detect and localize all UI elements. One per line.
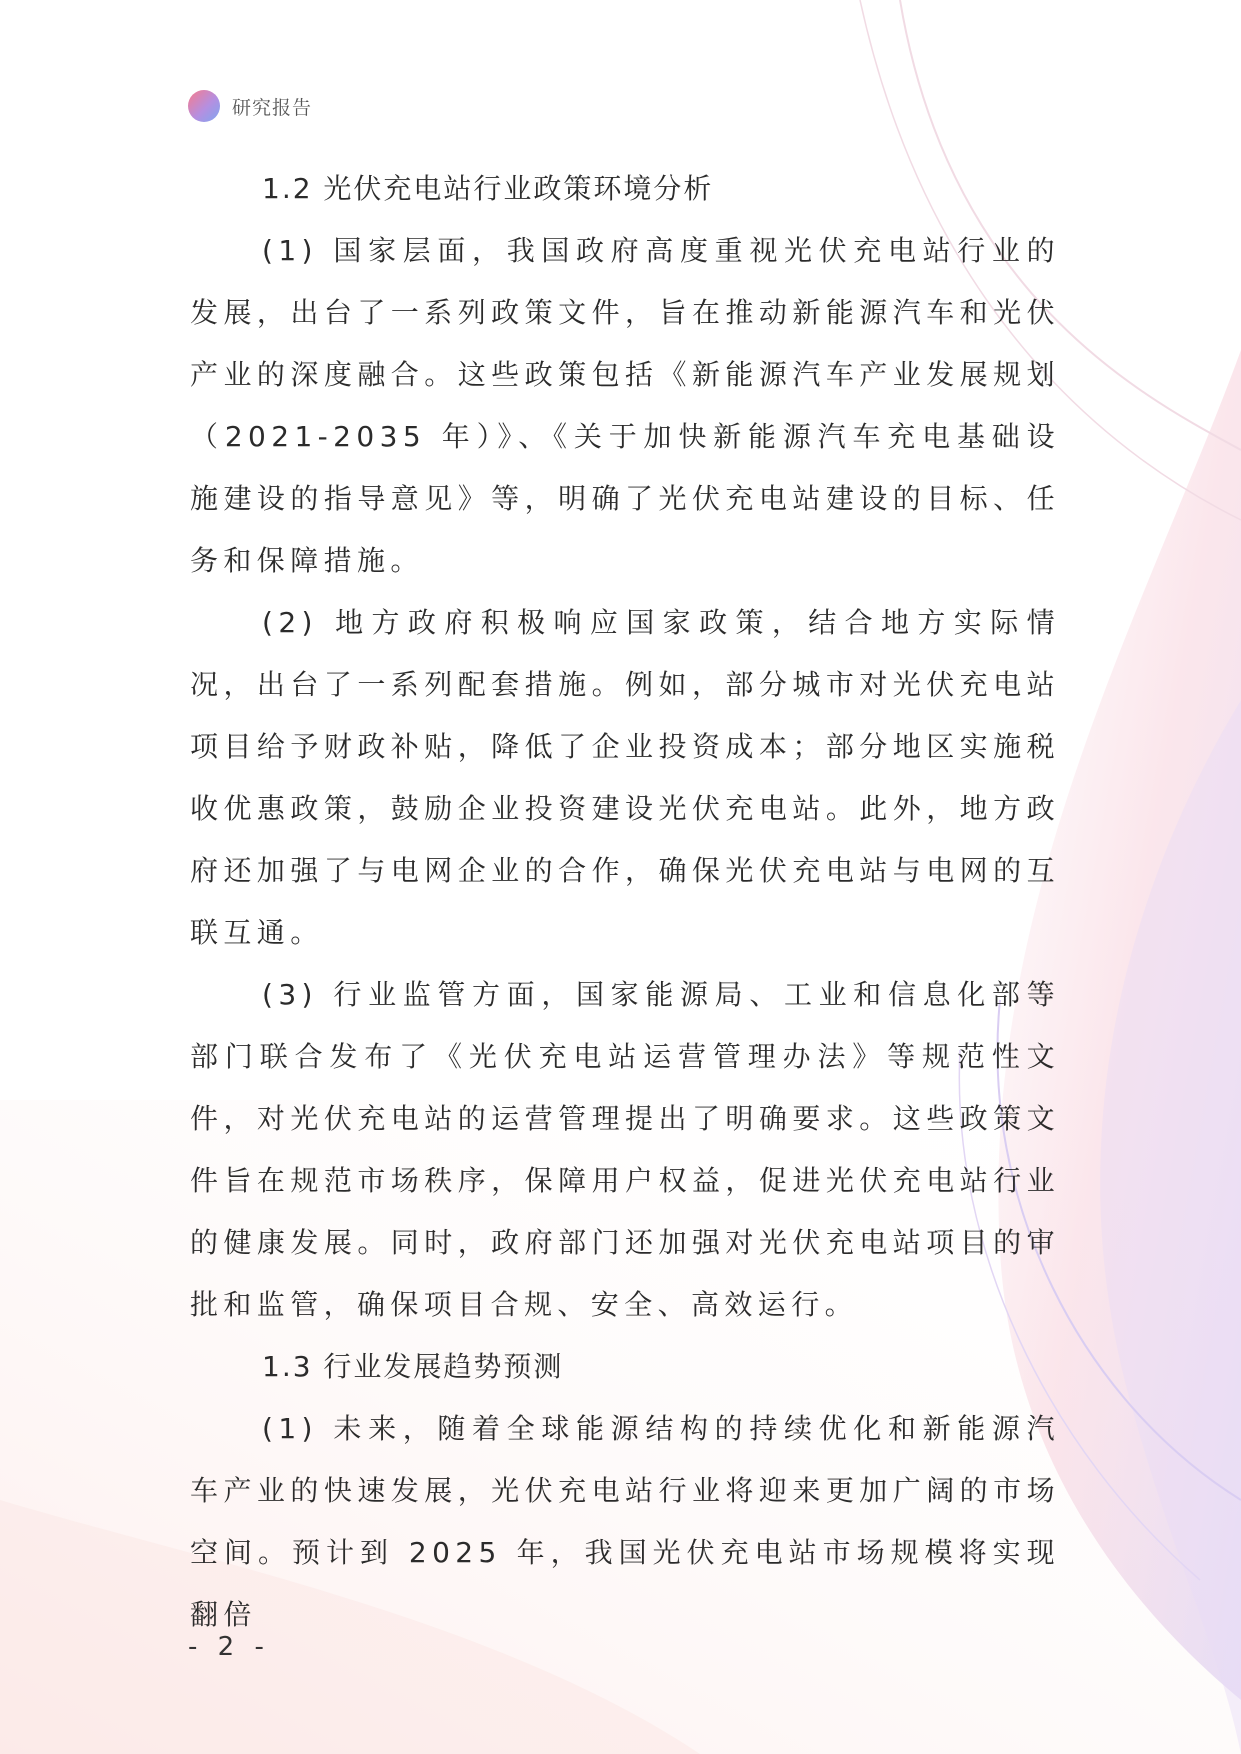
paragraph: (2) 地方政府积极响应国家政策，结合地方实际情况，出台了一系列配套措施。例如，部分城市对光伏充电站项目给予财政补贴，降低了企业投资成本；部分地区实施税收优惠政策，鼓励企业投资建设光伏充电站。此外，地方政府还加强了与电网企业的合作，确保光伏充电站与电网的互联互通。 bbox=[190, 606, 1060, 949]
section-body bbox=[190, 1398, 1060, 1646]
document-body bbox=[190, 158, 1060, 1646]
section-heading: 1.2 光伏充电站行业政策环境分析 bbox=[262, 172, 714, 205]
gradient-circle-icon bbox=[188, 90, 220, 122]
page-number: - 2 - bbox=[188, 1632, 270, 1662]
report-label: 研究报告 bbox=[232, 96, 313, 119]
section-body bbox=[190, 220, 1060, 1336]
paragraph: (1) 国家层面，我国政府高度重视光伏充电站行业的发展，出台了一系列政策文件，旨在推动新能源汽车和光伏产业的深度融合。这些政策包括《新能源汽车产业发展规划（2021-2035 年）》、《关于加快新能源汽车充电基础设施建设的指导意见》等，明确了光伏充电站建设的目标、任务和保障措施。 bbox=[190, 234, 1060, 577]
paragraph: (3) 行业监管方面，国家能源局、工业和信息化部等部门联合发布了《光伏充电站运营管理办法》等规范性文件，对光伏充电站的运营管理提出了明确要求。这些政策文件旨在规范市场秩序，保障用户权益，促进光伏充电站行业的健康发展。同时，政府部门还加强对光伏充电站项目的审批和监管，确保项目合规、安全、高效运行。 bbox=[190, 978, 1060, 1321]
paragraph: (1) 未来，随着全球能源结构的持续优化和新能源汽车产业的快速发展，光伏充电站行业将迎来更加广阔的市场空间。预计到 2025 年，我国光伏充电站市场规模将实现翻倍 bbox=[190, 1412, 1060, 1631]
report-header bbox=[188, 88, 312, 124]
section-heading: 1.3 行业发展趋势预测 bbox=[262, 1350, 564, 1383]
